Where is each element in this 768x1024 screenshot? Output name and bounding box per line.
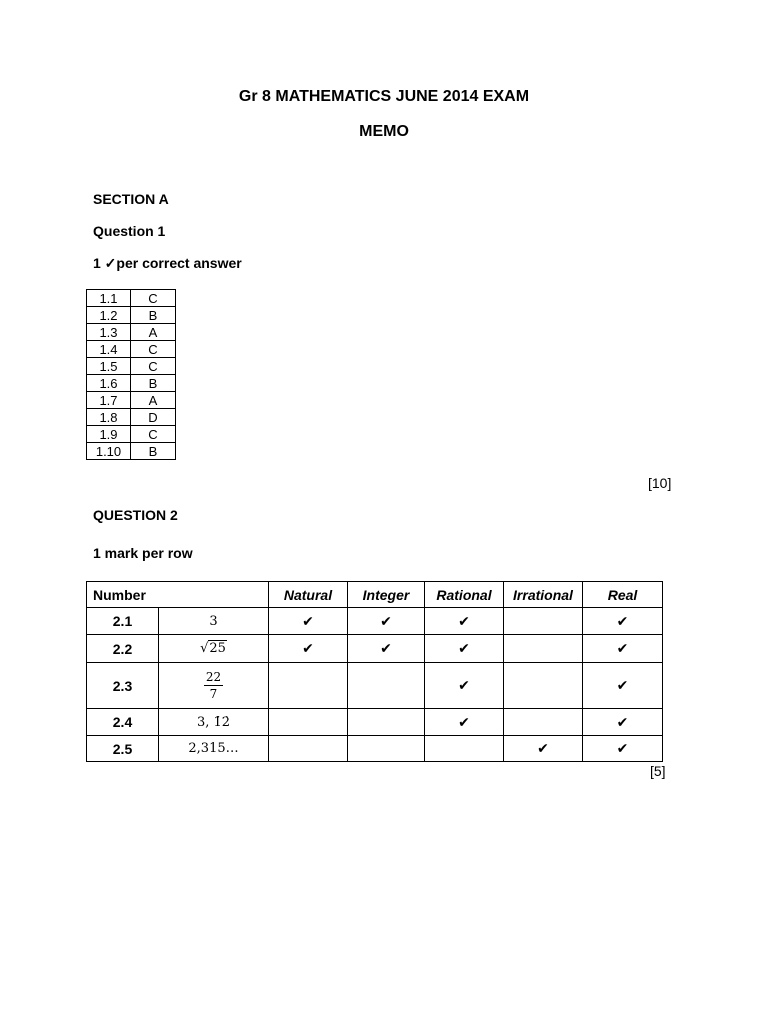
table-row: [87, 290, 176, 307]
question-1-total: [10]: [648, 475, 672, 491]
page-subtitle: MEMO: [359, 123, 409, 140]
row-number: 2.5: [87, 736, 159, 762]
checkmark-icon: ✔: [616, 613, 629, 630]
section-heading: SECTION A: [93, 191, 169, 207]
cell-natural: [269, 736, 348, 762]
column-header-real: Real: [583, 582, 663, 608]
answer-letter: D: [131, 409, 176, 426]
square-root-value: √25: [200, 641, 226, 656]
table-row: [87, 608, 663, 635]
question-1-answer-table: [86, 289, 176, 460]
cell-real: [583, 709, 663, 736]
answer-letter: C: [131, 358, 176, 375]
answer-letter: B: [131, 307, 176, 324]
checkmark-icon: ✔: [380, 613, 392, 630]
checkmark-icon: ✔: [302, 641, 314, 657]
table-row: [87, 409, 176, 426]
checkmark-icon: ✔: [616, 741, 629, 757]
row-number: 2.4: [87, 709, 159, 736]
checkmark-icon: ✔: [616, 641, 629, 657]
question-number: 1.8: [87, 409, 131, 426]
cell-natural: [269, 663, 348, 709]
table-row: [87, 426, 176, 443]
cell-irrational: [504, 635, 583, 663]
cell-integer: [348, 608, 425, 635]
question-2-instruction: 1 mark per row: [93, 545, 193, 561]
checkmark-icon: ✔: [616, 678, 629, 694]
checkmark-icon: ✔: [458, 714, 470, 731]
cell-rational: [425, 736, 504, 762]
question-number: 1.7: [87, 392, 131, 409]
question-number: 1.4: [87, 341, 131, 358]
cell-rational: [425, 635, 504, 663]
cell-rational: [425, 608, 504, 635]
question-number: 1.6: [87, 375, 131, 392]
cell-irrational: [504, 709, 583, 736]
answer-letter: C: [131, 341, 176, 358]
question-1-instruction: 1 ✓per correct answer: [93, 255, 242, 271]
answer-letter: C: [131, 426, 176, 443]
table-row: [87, 358, 176, 375]
number-value: 2,315…: [159, 736, 269, 762]
table-row: [87, 663, 663, 709]
number-value: [159, 635, 269, 663]
question-2-heading: QUESTION 2: [93, 507, 178, 523]
question-number: 1.5: [87, 358, 131, 375]
table-row: [87, 635, 663, 663]
cell-irrational: [504, 736, 583, 762]
question-2-total: [5]: [650, 763, 666, 779]
cell-integer: [348, 663, 425, 709]
table-row: [87, 375, 176, 392]
cell-irrational: [504, 608, 583, 635]
column-header-natural: Natural: [269, 582, 348, 608]
table-row: [87, 736, 663, 762]
table-row: [87, 709, 663, 736]
column-header-integer: Integer: [348, 582, 425, 608]
number-value: 3: [159, 608, 269, 635]
checkmark-icon: ✔: [302, 613, 314, 630]
cell-real: [583, 608, 663, 635]
column-header-number: Number: [87, 582, 269, 608]
column-header-irrational: Irrational: [504, 582, 583, 608]
cell-real: [583, 635, 663, 663]
question-1-heading: Question 1: [93, 223, 166, 239]
answer-letter: C: [131, 290, 176, 307]
checkmark-icon: ✔: [616, 714, 629, 731]
question-number: 1.1: [87, 290, 131, 307]
number-value: 3, 1̇2̇: [159, 709, 269, 736]
question-number: 1.2: [87, 307, 131, 324]
cell-rational: [425, 663, 504, 709]
table-row: [87, 443, 176, 460]
cell-integer: [348, 635, 425, 663]
checkmark-icon: ✔: [537, 741, 549, 757]
number-value: [159, 663, 269, 709]
table-row: [87, 392, 176, 409]
table-row: [87, 324, 176, 341]
checkmark-icon: ✔: [380, 641, 392, 657]
table-header-row: [87, 582, 663, 608]
answer-letter: B: [131, 375, 176, 392]
row-number: 2.1: [87, 608, 159, 635]
row-number: 2.2: [87, 635, 159, 663]
table-row: [87, 307, 176, 324]
question-number: 1.9: [87, 426, 131, 443]
checkmark-icon: ✔: [458, 678, 470, 694]
question-2-table: [86, 581, 663, 762]
cell-integer: [348, 709, 425, 736]
answer-letter: A: [131, 324, 176, 341]
question-number: 1.3: [87, 324, 131, 341]
answer-letter: B: [131, 443, 176, 460]
cell-real: [583, 736, 663, 762]
checkmark-icon: ✔: [458, 641, 470, 657]
cell-natural: [269, 635, 348, 663]
row-number: 2.3: [87, 663, 159, 709]
cell-natural: [269, 709, 348, 736]
cell-rational: [425, 709, 504, 736]
table-row: [87, 341, 176, 358]
checkmark-icon: ✔: [458, 613, 470, 630]
column-header-rational: Rational: [425, 582, 504, 608]
page-title: Gr 8 MATHEMATICS JUNE 2014 EXAM: [238, 88, 530, 105]
cell-real: [583, 663, 663, 709]
answer-letter: A: [131, 392, 176, 409]
fraction-value: $\frac{22}{7}$: [205, 670, 222, 701]
question-number: 1.10: [87, 443, 131, 460]
cell-natural: [269, 608, 348, 635]
cell-irrational: [504, 663, 583, 709]
cell-integer: [348, 736, 425, 762]
